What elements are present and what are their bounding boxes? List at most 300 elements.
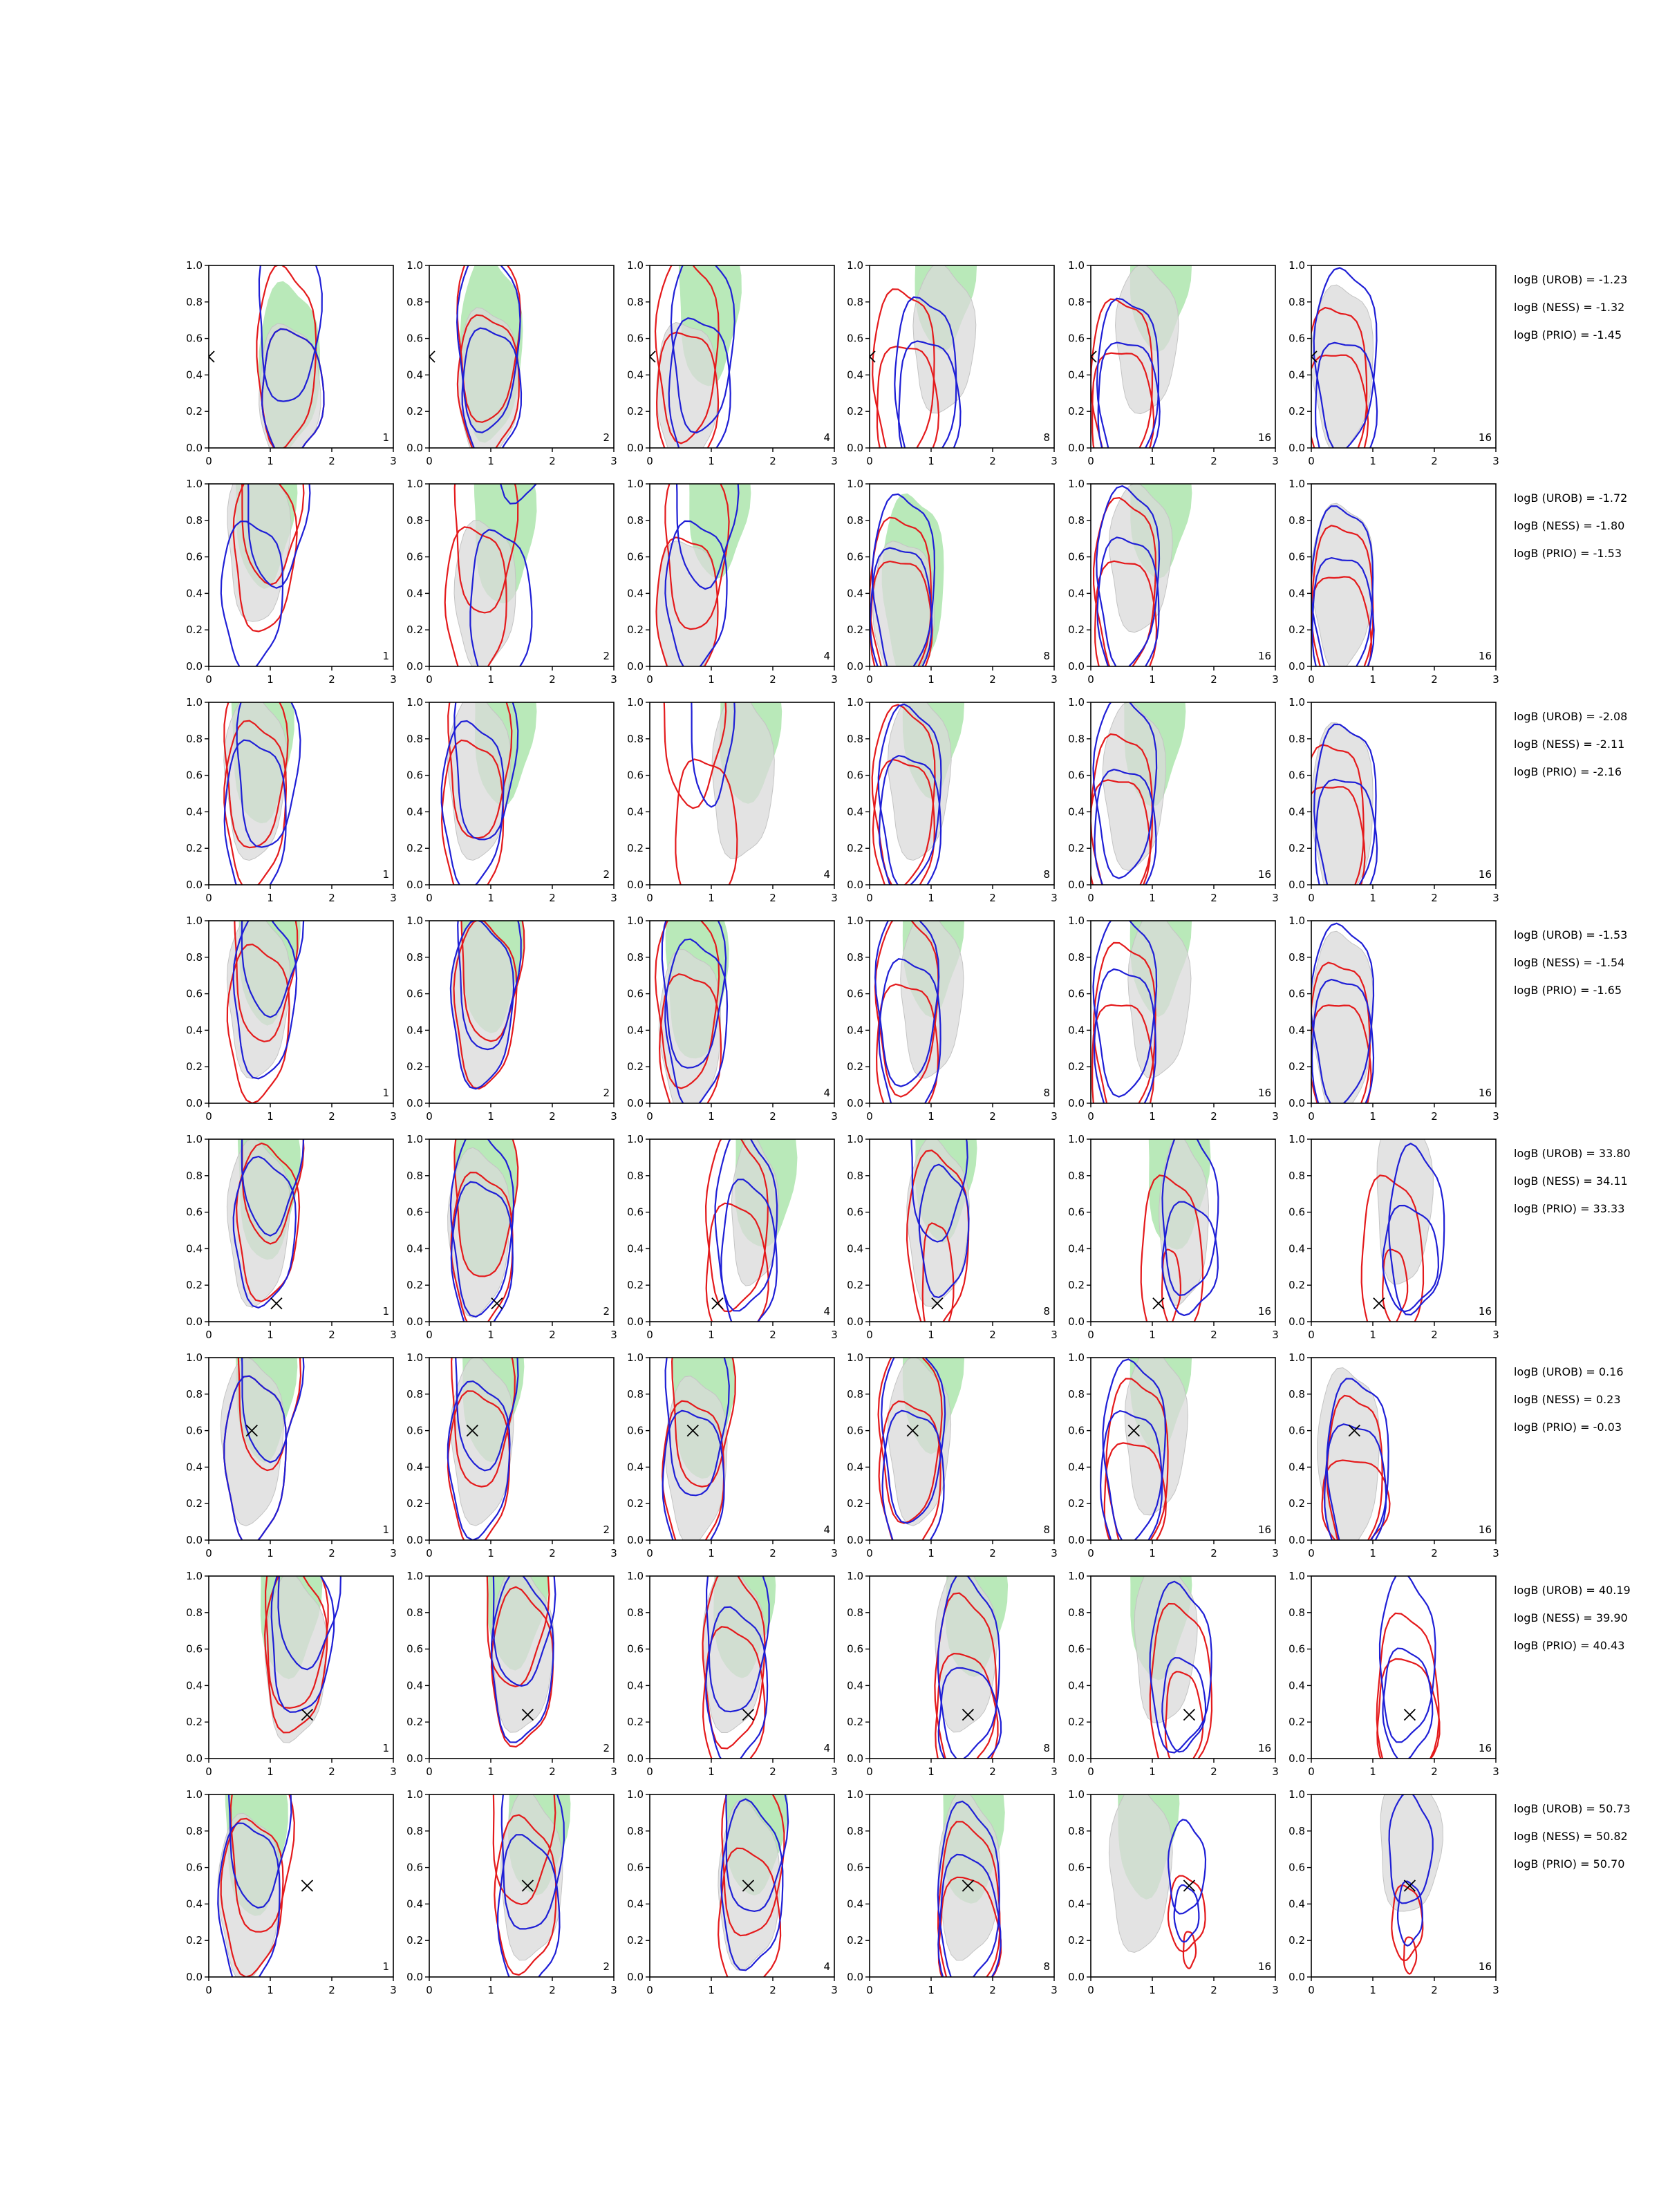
panel-plot-area bbox=[1089, 624, 1185, 928]
x-tick-label: 0 bbox=[426, 1765, 433, 1778]
panel-sample-size-label: 8 bbox=[1043, 1087, 1050, 1099]
y-tick-label: 0.0 bbox=[627, 1097, 644, 1109]
x-tick-label: 1 bbox=[928, 1547, 935, 1559]
x-tick-label: 1 bbox=[1369, 673, 1376, 686]
y-tick-label: 0.4 bbox=[1288, 587, 1305, 600]
y-tick-label: 0.8 bbox=[406, 1824, 423, 1837]
y-tick-label: 0.0 bbox=[627, 1315, 644, 1328]
y-tick-label: 0.6 bbox=[1068, 332, 1085, 345]
y-tick-label: 0.2 bbox=[627, 1716, 644, 1729]
x-tick-label: 0 bbox=[1308, 1765, 1315, 1778]
x-tick-label: 1 bbox=[487, 1329, 494, 1341]
y-tick-label: 0.0 bbox=[847, 660, 863, 673]
x-tick-label: 1 bbox=[708, 1984, 715, 1996]
y-tick-label: 1.0 bbox=[406, 1570, 423, 1582]
x-tick-label: 2 bbox=[549, 892, 556, 904]
y-tick-label: 1.0 bbox=[1068, 696, 1085, 709]
y-tick-label: 0.2 bbox=[847, 1497, 863, 1510]
y-tick-label: 0.0 bbox=[1068, 1752, 1085, 1765]
y-tick-label: 0.2 bbox=[1068, 842, 1085, 855]
panel-sample-size-label: 16 bbox=[1257, 1742, 1271, 1754]
y-tick-label: 0.8 bbox=[1288, 1824, 1305, 1837]
x-tick-label: 0 bbox=[866, 1984, 873, 1996]
logb-row2-line3: logB (PRIO) = -1.53 bbox=[1514, 547, 1622, 560]
x-tick-label: 1 bbox=[928, 1765, 935, 1778]
x-tick-label: 3 bbox=[610, 1110, 617, 1123]
y-tick-label: 1.0 bbox=[406, 915, 423, 927]
x-tick-label: 1 bbox=[267, 1984, 274, 1996]
x-tick-label: 2 bbox=[1431, 1547, 1438, 1559]
x-tick-label: 1 bbox=[267, 1765, 274, 1778]
x-tick-label: 2 bbox=[328, 1984, 335, 1996]
x-tick-label: 0 bbox=[1308, 1547, 1315, 1559]
y-tick-label: 0.4 bbox=[1288, 1242, 1305, 1255]
x-tick-label: 2 bbox=[769, 1110, 776, 1123]
y-tick-label: 0.6 bbox=[1068, 550, 1085, 563]
panel-r3-c6 bbox=[1288, 696, 1499, 941]
y-tick-label: 0.8 bbox=[627, 1169, 644, 1182]
y-tick-label: 0.4 bbox=[406, 1461, 423, 1474]
x-tick-label: 2 bbox=[769, 1765, 776, 1778]
panel-sample-size-label: 2 bbox=[603, 1305, 610, 1318]
x-tick-label: 2 bbox=[1431, 673, 1438, 686]
y-tick-label: 0.6 bbox=[186, 769, 203, 782]
x-tick-label: 3 bbox=[1272, 1547, 1279, 1559]
x-tick-label: 0 bbox=[426, 455, 433, 467]
panel-plot-area bbox=[662, 1296, 735, 1568]
panel-r1-c6 bbox=[1288, 259, 1499, 502]
x-tick-label: 0 bbox=[205, 1765, 212, 1778]
x-tick-label: 3 bbox=[1272, 673, 1279, 686]
x-tick-label: 1 bbox=[708, 673, 715, 686]
y-tick-label: 0.4 bbox=[847, 1897, 863, 1911]
y-tick-label: 0.8 bbox=[186, 1824, 203, 1837]
x-tick-label: 2 bbox=[1431, 1984, 1438, 1996]
panel-r3-c4 bbox=[847, 617, 1058, 913]
logb-row3-line2: logB (NESS) = -2.11 bbox=[1514, 738, 1625, 751]
x-tick-label: 0 bbox=[426, 673, 433, 686]
panel-sample-size-label: 1 bbox=[382, 1305, 389, 1318]
x-tick-label: 1 bbox=[1369, 892, 1376, 904]
y-tick-label: 1.0 bbox=[847, 478, 863, 490]
x-tick-label: 2 bbox=[1210, 673, 1217, 686]
x-tick-label: 2 bbox=[1210, 455, 1217, 467]
x-tick-label: 0 bbox=[426, 1984, 433, 1996]
x-tick-label: 2 bbox=[1210, 1984, 1217, 1996]
y-tick-label: 0.8 bbox=[627, 1387, 644, 1400]
y-tick-label: 0.2 bbox=[406, 405, 423, 418]
y-tick-label: 0.4 bbox=[1068, 1461, 1085, 1474]
panel-plot-area bbox=[655, 876, 729, 1132]
x-tick-label: 0 bbox=[646, 1547, 653, 1559]
posterior-gray-region bbox=[1380, 1765, 1443, 1911]
posterior-gray-region bbox=[227, 457, 291, 622]
x-tick-label: 2 bbox=[1431, 1329, 1438, 1341]
y-tick-label: 0.4 bbox=[627, 1024, 644, 1037]
logb-row2-line1: logB (UROB) = -1.72 bbox=[1514, 491, 1628, 505]
y-tick-label: 1.0 bbox=[1068, 259, 1085, 272]
y-tick-label: 0.4 bbox=[1288, 368, 1305, 382]
y-tick-label: 0.8 bbox=[627, 514, 644, 527]
panel-r2-c4 bbox=[847, 478, 1058, 710]
x-tick-label: 3 bbox=[831, 1329, 838, 1341]
y-tick-label: 0.4 bbox=[186, 1461, 203, 1474]
y-tick-label: 0.6 bbox=[627, 332, 644, 345]
y-tick-label: 0.6 bbox=[847, 1642, 863, 1656]
x-tick-label: 1 bbox=[487, 673, 494, 686]
y-tick-label: 0.2 bbox=[1288, 1060, 1305, 1074]
y-tick-label: 0.0 bbox=[406, 442, 423, 454]
y-tick-label: 1.0 bbox=[1288, 1351, 1305, 1364]
y-tick-label: 0.2 bbox=[186, 1716, 203, 1729]
x-tick-label: 2 bbox=[1431, 455, 1438, 467]
y-tick-label: 0.6 bbox=[1068, 1424, 1085, 1437]
y-tick-label: 0.4 bbox=[847, 1679, 863, 1692]
panel-plot-area bbox=[1094, 414, 1192, 709]
panel-sample-size-label: 8 bbox=[1043, 431, 1050, 444]
panel-plot-area bbox=[938, 1721, 1005, 2012]
y-tick-label: 0.0 bbox=[847, 1752, 863, 1765]
y-tick-label: 0.6 bbox=[627, 1206, 644, 1219]
x-tick-label: 0 bbox=[866, 1547, 873, 1559]
y-tick-label: 0.0 bbox=[627, 442, 644, 454]
y-tick-label: 0.2 bbox=[406, 1060, 423, 1074]
y-tick-label: 0.8 bbox=[847, 1169, 863, 1182]
panel-plot-area bbox=[448, 1094, 518, 1340]
x-tick-label: 0 bbox=[1087, 455, 1094, 467]
x-tick-label: 1 bbox=[1369, 1329, 1376, 1341]
y-tick-label: 0.2 bbox=[627, 1279, 644, 1292]
y-tick-label: 0.0 bbox=[1068, 1315, 1085, 1328]
panel-plot-area bbox=[261, 1487, 341, 1743]
x-tick-label: 0 bbox=[1087, 1329, 1094, 1341]
panel-plot-area bbox=[907, 1060, 977, 1353]
panel-sample-size-label: 1 bbox=[382, 650, 389, 662]
y-tick-label: 0.0 bbox=[1288, 442, 1305, 454]
x-tick-label: 1 bbox=[1149, 673, 1156, 686]
x-tick-label: 3 bbox=[610, 892, 617, 904]
x-tick-label: 0 bbox=[1087, 1984, 1094, 1996]
x-tick-label: 0 bbox=[646, 1984, 653, 1996]
y-tick-label: 0.2 bbox=[627, 405, 644, 418]
panel-r5-c3 bbox=[627, 1065, 838, 1353]
y-tick-label: 0.6 bbox=[847, 769, 863, 782]
x-tick-label: 1 bbox=[928, 1110, 935, 1123]
panel-r7-c6 bbox=[1288, 1570, 1499, 1798]
panel-r7-c2 bbox=[406, 1488, 617, 1779]
y-tick-label: 0.2 bbox=[406, 842, 423, 855]
y-tick-label: 1.0 bbox=[406, 1351, 423, 1364]
x-tick-label: 2 bbox=[769, 892, 776, 904]
panel-sample-size-label: 8 bbox=[1043, 650, 1050, 662]
y-tick-label: 0.6 bbox=[1068, 1206, 1085, 1219]
y-tick-label: 0.6 bbox=[627, 769, 644, 782]
logb-row2-line2: logB (NESS) = -1.80 bbox=[1514, 519, 1625, 532]
y-tick-label: 0.6 bbox=[406, 1642, 423, 1656]
x-tick-label: 2 bbox=[1431, 892, 1438, 904]
y-tick-label: 0.6 bbox=[1068, 1861, 1085, 1874]
x-tick-label: 3 bbox=[610, 1547, 617, 1559]
x-tick-label: 1 bbox=[267, 1110, 274, 1123]
panel-sample-size-label: 16 bbox=[1478, 868, 1492, 881]
x-tick-label: 3 bbox=[1051, 673, 1058, 686]
panel-sample-size-label: 2 bbox=[603, 868, 610, 881]
panel-sample-size-label: 16 bbox=[1257, 1087, 1271, 1099]
y-tick-label: 0.8 bbox=[1288, 1169, 1305, 1182]
panel-sample-size-label: 16 bbox=[1257, 1524, 1271, 1536]
x-tick-label: 1 bbox=[267, 455, 274, 467]
y-tick-label: 0.2 bbox=[847, 1934, 863, 1947]
x-tick-label: 3 bbox=[610, 1984, 617, 1996]
x-tick-label: 0 bbox=[205, 673, 212, 686]
y-tick-label: 0.8 bbox=[627, 732, 644, 745]
x-tick-label: 1 bbox=[1149, 455, 1156, 467]
x-tick-label: 1 bbox=[928, 892, 935, 904]
y-tick-label: 0.4 bbox=[1288, 1897, 1305, 1911]
y-tick-label: 0.2 bbox=[1288, 1279, 1305, 1292]
y-tick-label: 0.8 bbox=[847, 1824, 863, 1837]
y-tick-label: 0.2 bbox=[186, 842, 203, 855]
y-tick-label: 1.0 bbox=[1288, 478, 1305, 490]
x-tick-label: 3 bbox=[1051, 1329, 1058, 1341]
x-tick-label: 1 bbox=[1149, 1547, 1156, 1559]
y-tick-label: 0.4 bbox=[1288, 1024, 1305, 1037]
y-tick-label: 0.0 bbox=[847, 1315, 863, 1328]
x-tick-label: 0 bbox=[205, 892, 212, 904]
panel-frame bbox=[1311, 1576, 1496, 1759]
y-tick-label: 1.0 bbox=[627, 1133, 644, 1145]
x-tick-label: 3 bbox=[1492, 1547, 1499, 1559]
x-tick-label: 2 bbox=[328, 1329, 335, 1341]
y-tick-label: 0.2 bbox=[627, 1497, 644, 1510]
logb-annotations bbox=[1514, 273, 1631, 1871]
y-tick-label: 0.0 bbox=[406, 1315, 423, 1328]
y-tick-label: 0.0 bbox=[406, 1971, 423, 1983]
panel-plot-area bbox=[1318, 1368, 1390, 1574]
x-tick-label: 3 bbox=[1492, 673, 1499, 686]
y-tick-label: 0.0 bbox=[186, 1534, 203, 1546]
y-tick-label: 0.4 bbox=[406, 1024, 423, 1037]
x-tick-label: 3 bbox=[390, 1547, 397, 1559]
x-tick-label: 1 bbox=[928, 455, 935, 467]
panel-plot-area bbox=[224, 641, 301, 910]
panel-r2-c6 bbox=[1288, 478, 1499, 724]
x-tick-label: 1 bbox=[708, 1765, 715, 1778]
panel-plot-area bbox=[1305, 268, 1377, 502]
x-tick-label: 3 bbox=[1492, 1984, 1499, 1996]
y-tick-label: 0.4 bbox=[1068, 805, 1085, 818]
y-tick-label: 0.2 bbox=[1068, 1716, 1085, 1729]
x-tick-label: 1 bbox=[487, 1765, 494, 1778]
y-tick-label: 0.4 bbox=[627, 1461, 644, 1474]
panel-r6-c4 bbox=[847, 1272, 1058, 1568]
x-tick-label: 0 bbox=[646, 1110, 653, 1123]
x-tick-label: 3 bbox=[1051, 455, 1058, 467]
y-tick-label: 0.0 bbox=[847, 442, 863, 454]
x-tick-label: 0 bbox=[205, 1329, 212, 1341]
x-tick-label: 3 bbox=[1051, 892, 1058, 904]
y-tick-label: 0.0 bbox=[1068, 1097, 1085, 1109]
panel-sample-size-label: 2 bbox=[603, 431, 610, 444]
y-tick-label: 0.2 bbox=[186, 1497, 203, 1510]
panel-sample-size-label: 2 bbox=[603, 1087, 610, 1099]
y-tick-label: 0.8 bbox=[1068, 1606, 1085, 1619]
y-tick-label: 0.6 bbox=[1288, 1861, 1305, 1874]
y-tick-label: 0.2 bbox=[1068, 1497, 1085, 1510]
logb-row7-line1: logB (UROB) = 40.19 bbox=[1514, 1584, 1631, 1597]
x-tick-label: 3 bbox=[610, 673, 617, 686]
panel-plot-area bbox=[935, 1494, 1008, 1794]
panel-r6-c6 bbox=[1288, 1351, 1499, 1574]
y-tick-label: 0.6 bbox=[1288, 550, 1305, 563]
x-tick-label: 1 bbox=[487, 1547, 494, 1559]
panel-sample-size-label: 8 bbox=[1043, 1524, 1050, 1536]
x-tick-label: 3 bbox=[1051, 1765, 1058, 1778]
x-tick-label: 0 bbox=[205, 1547, 212, 1559]
panel-sample-size-label: 4 bbox=[823, 431, 830, 444]
x-tick-label: 0 bbox=[205, 1984, 212, 1996]
y-tick-label: 0.4 bbox=[627, 587, 644, 600]
x-tick-label: 3 bbox=[610, 1329, 617, 1341]
panel-r4-c6 bbox=[1288, 915, 1499, 1159]
y-tick-label: 0.8 bbox=[406, 295, 423, 308]
panel-sample-size-label: 16 bbox=[1257, 431, 1271, 444]
y-tick-label: 0.8 bbox=[1288, 514, 1305, 527]
y-tick-label: 0.4 bbox=[847, 368, 863, 382]
y-tick-label: 0.8 bbox=[847, 732, 863, 745]
x-tick-label: 3 bbox=[1272, 1765, 1279, 1778]
x-tick-label: 1 bbox=[267, 892, 274, 904]
y-tick-label: 0.6 bbox=[627, 987, 644, 1000]
y-tick-label: 0.4 bbox=[1068, 587, 1085, 600]
blue-contour-2 bbox=[1174, 1885, 1199, 1942]
logb-row8-line1: logB (UROB) = 50.73 bbox=[1514, 1802, 1631, 1815]
y-tick-label: 1.0 bbox=[627, 696, 644, 709]
x-tick-label: 2 bbox=[328, 673, 335, 686]
y-tick-label: 0.8 bbox=[847, 1606, 863, 1619]
y-tick-label: 0.0 bbox=[1288, 1971, 1305, 1983]
x-tick-label: 0 bbox=[866, 673, 873, 686]
x-tick-label: 1 bbox=[1149, 1765, 1156, 1778]
posterior-gray-region bbox=[659, 950, 720, 1119]
x-tick-label: 3 bbox=[610, 455, 617, 467]
x-tick-label: 0 bbox=[646, 892, 653, 904]
y-tick-label: 0.8 bbox=[186, 1169, 203, 1182]
y-tick-label: 0.8 bbox=[1068, 1169, 1085, 1182]
y-tick-label: 0.0 bbox=[847, 1534, 863, 1546]
y-tick-label: 0.2 bbox=[627, 624, 644, 637]
x-tick-label: 1 bbox=[928, 1984, 935, 1996]
y-tick-label: 0.0 bbox=[406, 660, 423, 673]
logb-row4-line1: logB (UROB) = -1.53 bbox=[1514, 928, 1628, 941]
true-value-marker bbox=[271, 1298, 282, 1309]
panel-plot-area bbox=[221, 1280, 303, 1546]
logb-row8-line3: logB (PRIO) = 50.70 bbox=[1514, 1857, 1625, 1871]
x-tick-label: 0 bbox=[1308, 1110, 1315, 1123]
x-tick-label: 0 bbox=[1087, 1547, 1094, 1559]
y-tick-label: 0.4 bbox=[1288, 805, 1305, 818]
x-tick-label: 0 bbox=[646, 1765, 653, 1778]
y-tick-label: 0.8 bbox=[1068, 1387, 1085, 1400]
panel-sample-size-label: 1 bbox=[382, 1087, 389, 1099]
y-tick-label: 0.8 bbox=[406, 514, 423, 527]
y-tick-label: 0.2 bbox=[1288, 624, 1305, 637]
x-tick-label: 2 bbox=[989, 455, 996, 467]
x-tick-label: 0 bbox=[426, 1547, 433, 1559]
y-tick-label: 0.4 bbox=[627, 1242, 644, 1255]
logb-row8-line2: logB (NESS) = 50.82 bbox=[1514, 1830, 1628, 1843]
y-tick-label: 0.2 bbox=[1288, 1934, 1305, 1947]
panel-r4-c1 bbox=[186, 835, 397, 1123]
x-tick-label: 0 bbox=[866, 1765, 873, 1778]
y-tick-label: 0.0 bbox=[627, 879, 644, 891]
panel-plot-area bbox=[644, 204, 742, 482]
y-tick-label: 1.0 bbox=[186, 1351, 203, 1364]
y-tick-label: 1.0 bbox=[847, 915, 863, 927]
x-tick-label: 3 bbox=[831, 1984, 838, 1996]
y-tick-label: 0.6 bbox=[1068, 987, 1085, 1000]
x-tick-label: 3 bbox=[1272, 892, 1279, 904]
x-tick-label: 2 bbox=[549, 1984, 556, 1996]
posterior-gray-region bbox=[448, 1147, 510, 1318]
panel-plot-area bbox=[494, 1713, 571, 1994]
logb-row6-line1: logB (UROB) = 0.16 bbox=[1514, 1365, 1624, 1378]
y-tick-label: 0.6 bbox=[1288, 987, 1305, 1000]
y-tick-label: 0.8 bbox=[186, 950, 203, 964]
blue-contour-2 bbox=[774, 310, 836, 532]
y-tick-label: 0.4 bbox=[1288, 1461, 1305, 1474]
panel-sample-size-label: 4 bbox=[823, 1087, 830, 1099]
panel-sample-size-label: 16 bbox=[1257, 1960, 1271, 1973]
panel-r7-c1 bbox=[186, 1487, 397, 1778]
y-tick-label: 0.6 bbox=[186, 332, 203, 345]
x-tick-label: 3 bbox=[1492, 1110, 1499, 1123]
panel-sample-size-label: 4 bbox=[823, 1524, 830, 1536]
y-tick-label: 0.8 bbox=[847, 514, 863, 527]
y-tick-label: 0.8 bbox=[186, 1387, 203, 1400]
logb-row1-line1: logB (UROB) = -1.23 bbox=[1514, 273, 1628, 286]
panel-sample-size-label: 4 bbox=[823, 1960, 830, 1973]
x-tick-label: 2 bbox=[549, 455, 556, 467]
x-tick-label: 3 bbox=[1492, 1765, 1499, 1778]
y-tick-label: 0.0 bbox=[847, 1097, 863, 1109]
posterior-gray-region bbox=[657, 541, 718, 691]
x-tick-label: 0 bbox=[866, 455, 873, 467]
panel-sample-size-label: 16 bbox=[1257, 650, 1271, 662]
logb-row1-line2: logB (NESS) = -1.32 bbox=[1514, 301, 1625, 314]
panel-r5-c5 bbox=[1068, 1067, 1279, 1365]
y-tick-label: 0.4 bbox=[186, 1679, 203, 1692]
panel-sample-size-label: 16 bbox=[1478, 1305, 1492, 1318]
y-tick-label: 0.8 bbox=[186, 295, 203, 308]
y-tick-label: 0.8 bbox=[1068, 1824, 1085, 1837]
panel-r5-c2 bbox=[406, 1094, 617, 1341]
x-tick-label: 1 bbox=[1149, 1984, 1156, 1996]
y-tick-label: 0.2 bbox=[406, 1934, 423, 1947]
x-tick-label: 2 bbox=[1210, 892, 1217, 904]
panel-sample-size-label: 8 bbox=[1043, 1305, 1050, 1318]
y-tick-label: 0.2 bbox=[627, 1934, 644, 1947]
x-tick-label: 3 bbox=[1051, 1984, 1058, 1996]
y-tick-label: 0.6 bbox=[406, 987, 423, 1000]
x-tick-label: 2 bbox=[549, 673, 556, 686]
y-tick-label: 0.6 bbox=[627, 1642, 644, 1656]
x-tick-label: 0 bbox=[866, 1110, 873, 1123]
y-tick-label: 1.0 bbox=[186, 1570, 203, 1582]
x-tick-label: 1 bbox=[487, 1984, 494, 1996]
y-tick-label: 0.0 bbox=[627, 1534, 644, 1546]
panel-r4-c3 bbox=[627, 876, 838, 1132]
